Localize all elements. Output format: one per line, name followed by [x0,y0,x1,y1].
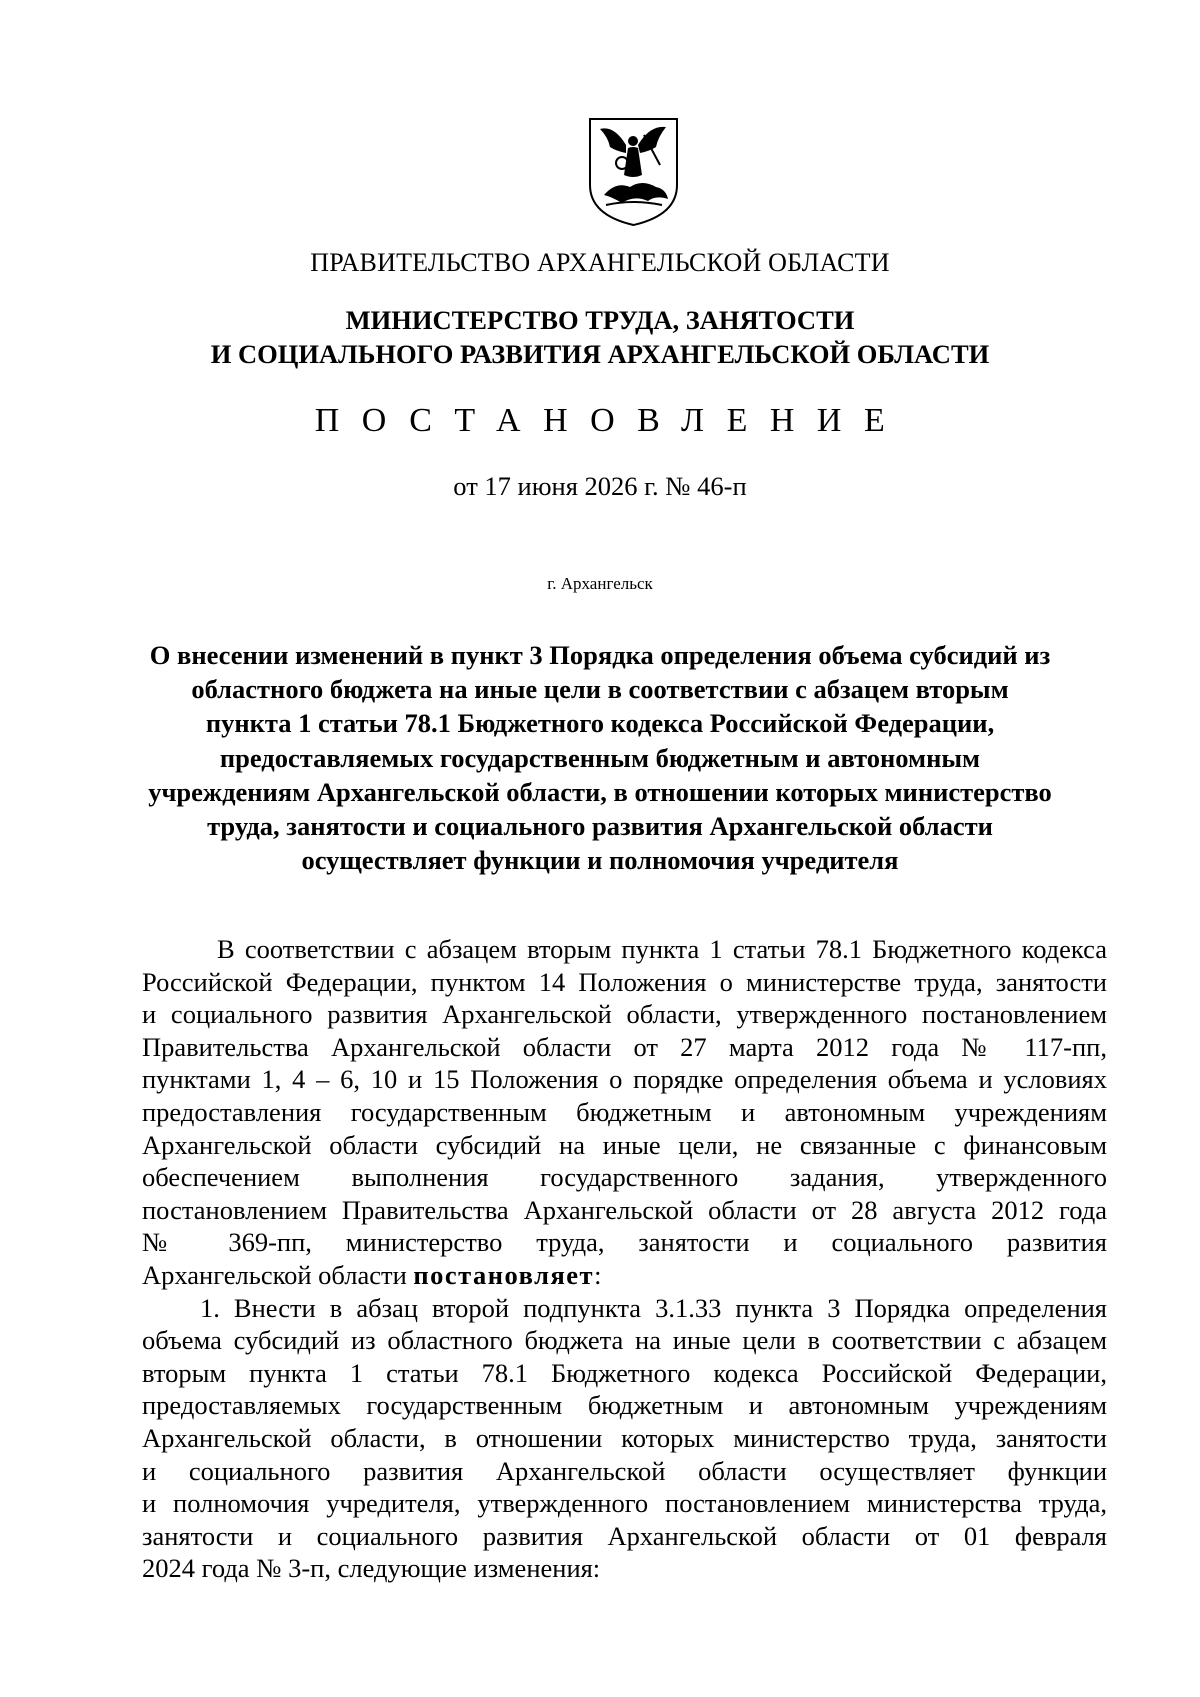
body-line: Российской Федерации, пунктом 14 Положения о министерстве труда, занятости [142,966,1107,997]
body-line: Архангельской области, в отношении которых министерство труда, занятости [142,1422,1107,1453]
body-line: занятости и социального развития Архангельской области от 01 февраля [142,1520,1107,1551]
title-line: труда, занятости и социального развития Архангельской области [207,811,993,842]
title-line: областного бюджета на иные цели в соответствии с абзацем вторым [191,674,1009,705]
body-line: вторым пункта 1 статьи 78.1 Бюджетного кодекса Российской Федерации, [142,1357,1107,1388]
body-line: объема субсидий из областного бюджета на иные цели в соответствии с абзацем [142,1325,1107,1356]
document-type: ПОСТАНОВЛЕНИЕ [314,402,908,439]
title-line: предоставляемых государственным бюджетным и автономным [219,742,981,773]
body-line: и полномочия учредителя, утвержденного постановлением министерства труда, [142,1488,1107,1519]
body-line: предоставления государственным бюджетным и автономным учреждениям [142,1096,1107,1127]
document-date-number: от 17 июня 2026 г. № 46-п [453,471,747,501]
title-line: осуществляет функции и полномочия учредителя [301,845,899,876]
body-text: Архангельской области [142,1259,414,1290]
body-line: 2024 года № 3-п, следующие изменения: [142,1553,601,1584]
body-line-last [142,1259,1107,1292]
resolves-keyword: постановляет [413,1259,595,1290]
body-line: 1. Внести в абзац второй подпункта 3.1.33 пункта 3 Порядка определения [200,1292,1107,1323]
government-name: ПРАВИТЕЛЬСТВО АРХАНГЕЛЬСКОЙ ОБЛАСТИ [310,248,890,277]
ministry-line-1: МИНИСТЕРСТВО ТРУДА, ЗАНЯТОСТИ [345,305,855,335]
body-line: обеспечением выполнения государственного задания, утвержденного [142,1162,1107,1193]
body-line: постановлением Правительства Архангельской области от 28 августа 2012 года [142,1194,1107,1225]
body-line: Правительства Архангельской области от 27 марта 2012 года № 117-пп, [142,1031,1107,1062]
document-city: г. Архангельск [547,574,653,593]
body-line: предоставляемых государственным бюджетным и автономным учреждениям [142,1390,1107,1421]
body-line: и социального развития Архангельской области, утвержденного постановлением [142,999,1107,1030]
body-line: № 369-пп, министерство труда, занятости и социального развития [142,1227,1107,1258]
ministry-name [0,303,1200,371]
ministry-line-2: И СОЦИАЛЬНОГО РАЗВИТИЯ АРХАНГЕЛЬСКОЙ ОБЛАСТИ [210,339,990,369]
body-line: Архангельской области субсидий на иные цели, не связанные с финансовым [142,1129,1107,1160]
document-body [142,933,1107,1585]
title-line: О внесении изменений в пункт 3 Порядка определения объема субсидий из [149,640,1051,670]
document-title [0,638,1200,877]
arkhangelsk-coat-of-arms-icon [586,115,681,228]
title-line: учреждениям Архангельской области, в отношении которых министерство [148,776,1052,807]
body-text: : [594,1259,602,1290]
body-line: В соответствии с абзацем вторым пункта 1 статьи 78.1 Бюджетного кодекса [217,934,1107,964]
body-line: пунктами 1, 4 – 6, 10 и 15 Положения о порядке определения объема и условиях [142,1064,1107,1095]
body-line: и социального развития Архангельской области осуществляет функции [142,1455,1107,1486]
title-line: пункта 1 статьи 78.1 Бюджетного кодекса Российской Федерации, [205,708,995,739]
